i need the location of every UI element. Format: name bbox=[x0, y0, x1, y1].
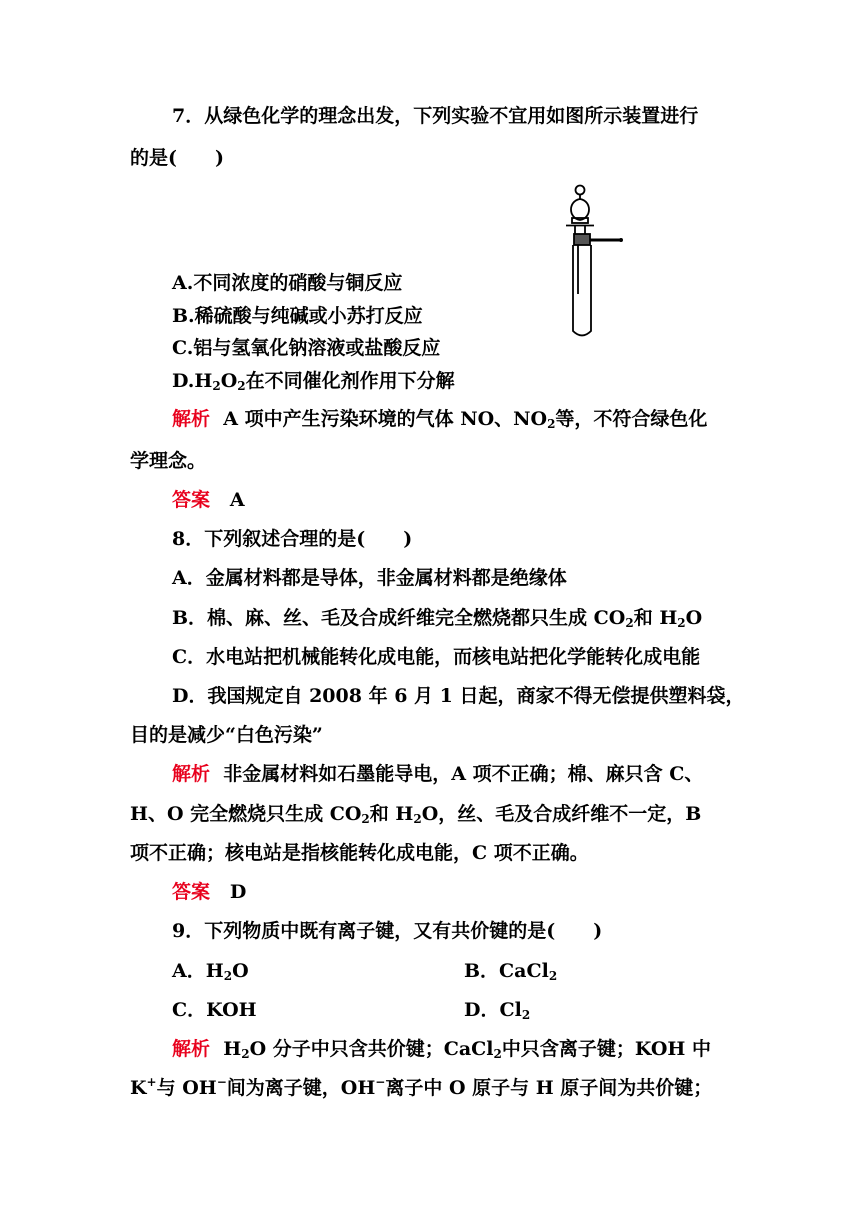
q7-option-a: A.不同浓度的硝酸与铜反应 bbox=[172, 272, 403, 294]
q9-option-d: D．$Cl_2$ bbox=[464, 999, 531, 1022]
answer-label: 答案 bbox=[172, 881, 211, 903]
answer-label: 答案 bbox=[172, 489, 211, 511]
q9-stem: 9．下列物质中既有离子键，又有共价键的是( ) bbox=[172, 920, 603, 942]
q8-answer: 答案 D bbox=[172, 881, 247, 903]
analysis-label: 解析 bbox=[172, 408, 211, 430]
q8-analysis-line3: 项不正确；核电站是指核能转化成电能，C 项不正确。 bbox=[130, 842, 589, 864]
q9-analysis-line2: K+与 OH−间为离子键，OH−离子中 O 原子与 H 原子间为共价键； bbox=[130, 1075, 713, 1099]
q7-analysis-line1: 解析 A 项中产生污染环境的气体 NO、$NO_2$等，不符合绿色化 bbox=[172, 408, 708, 431]
q9-analysis-line1: 解析 $H_2O$ 分子中只含共价键；CaCl$_2$中只含离子键；KOH 中 bbox=[172, 1038, 711, 1061]
q7-answer: 答案 A bbox=[172, 489, 245, 511]
q8-option-d-line1: D．我国规定自 2008 年 6 月 1 日起，商家不得无偿提供塑料袋， bbox=[172, 685, 745, 707]
q8-analysis-line2: H、O 完全燃烧只生成 $CO_2$和 $H_2O$，丝、毛及合成纤维不一定，B bbox=[130, 803, 702, 826]
q9-option-c: C．KOH bbox=[172, 999, 257, 1021]
analysis-label: 解析 bbox=[172, 763, 211, 785]
q7-analysis-line2: 学理念。 bbox=[130, 450, 207, 472]
q7-option-c: C.铝与氢氧化钠溶液或盐酸反应 bbox=[172, 337, 441, 359]
q7-stem-line2: 的是( ) bbox=[130, 147, 224, 169]
q8-stem: 8．下列叙述合理的是( ) bbox=[172, 528, 413, 550]
q9-option-a: A．$H_2O$ bbox=[172, 960, 249, 983]
q8-analysis-line1: 解析 非金属材料如石墨能导电，A 项不正确；棉、麻只含 C、 bbox=[172, 763, 704, 785]
q8-option-a: A．金属材料都是导体，非金属材料都是绝缘体 bbox=[172, 567, 567, 589]
q7-option-b: B.稀硫酸与纯碱或小苏打反应 bbox=[172, 305, 423, 327]
q9-option-b: B．CaCl$_2$ bbox=[464, 960, 558, 983]
q8-option-d-line2: 目的是减少“白色污染” bbox=[130, 724, 323, 746]
q8-option-b: B．棉、麻、丝、毛及合成纤维完全燃烧都只生成 $CO_2$和 $H_2O$ bbox=[172, 607, 703, 630]
q7-stem-line1: 7．从绿色化学的理念出发，下列实验不宜用如图所示装置进行 bbox=[172, 105, 699, 127]
separatory-funnel-test-tube-icon bbox=[560, 184, 630, 344]
analysis-label: 解析 bbox=[172, 1038, 211, 1060]
q8-option-c: C．水电站把机械能转化成电能，而核电站把化学能转化成电能 bbox=[172, 646, 701, 668]
q7-option-d: $D.H_2O_2$在不同催化剂作用下分解 bbox=[172, 370, 455, 393]
